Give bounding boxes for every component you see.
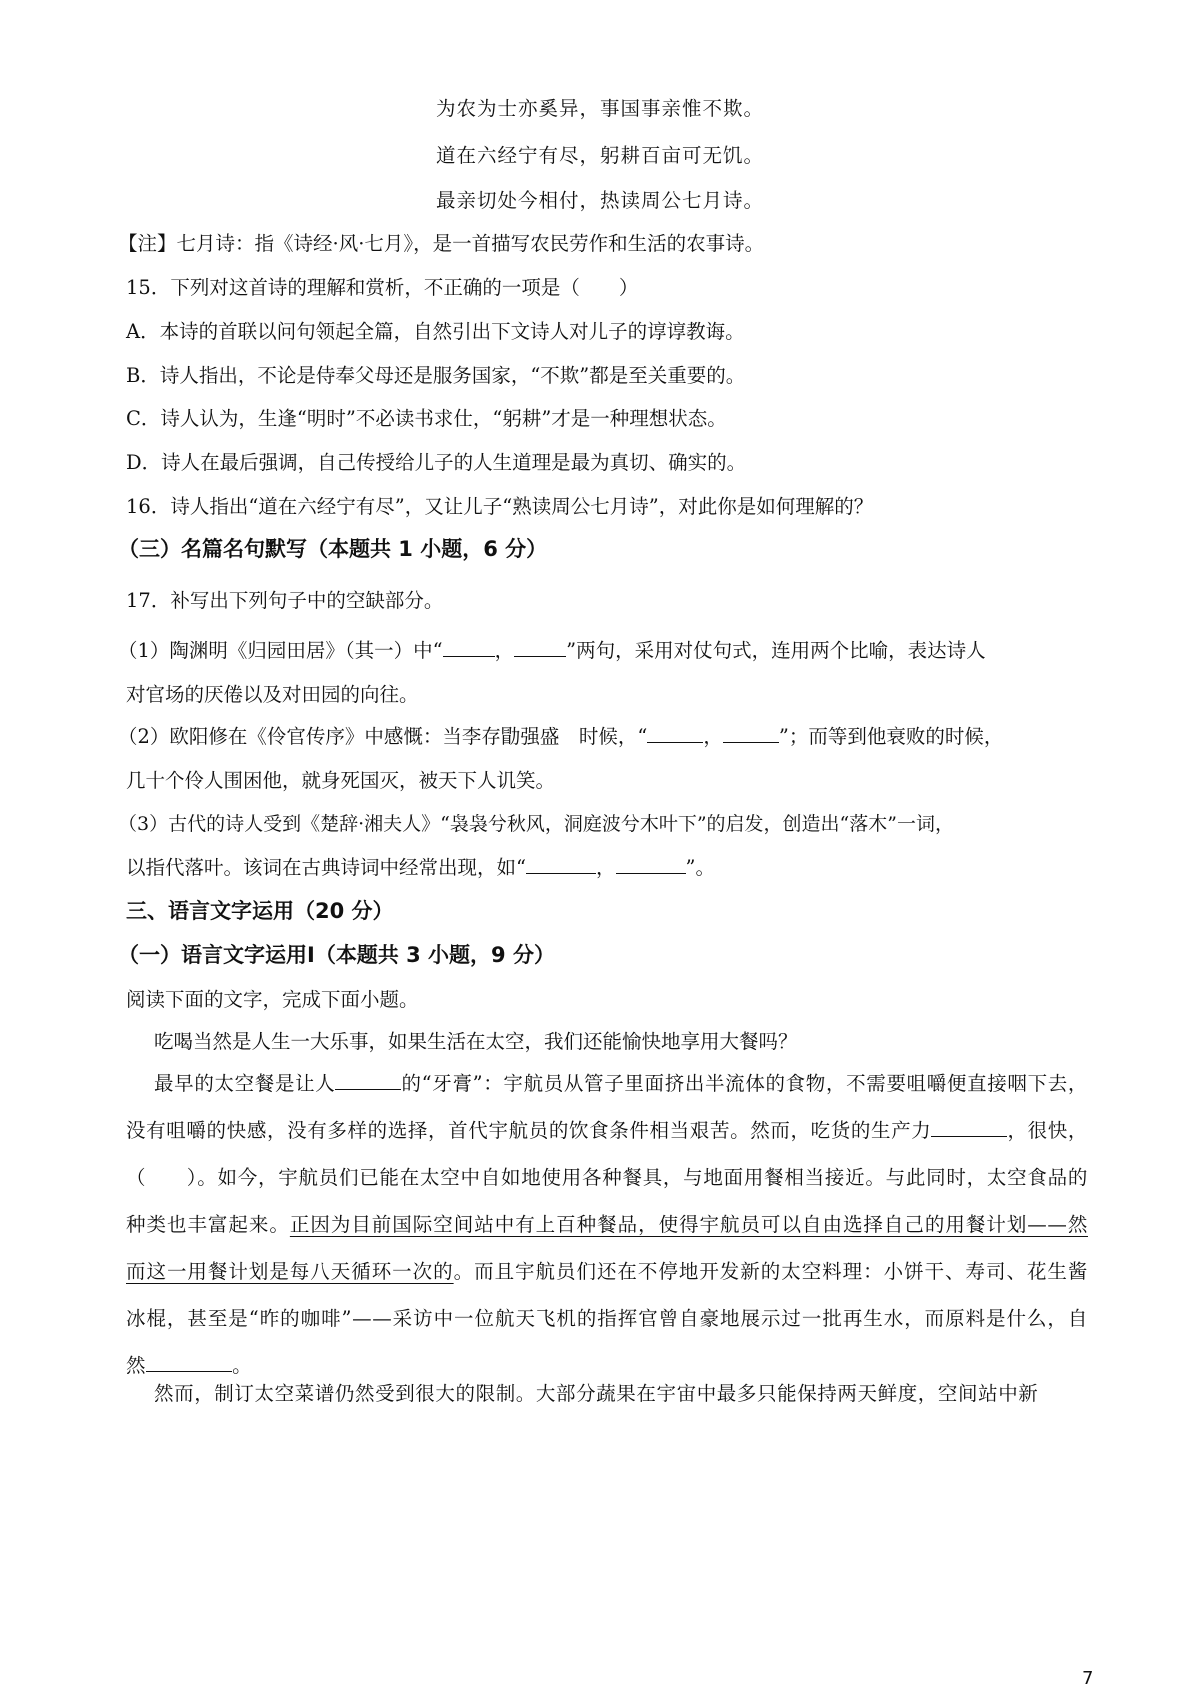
page-number: 7 (1082, 1668, 1094, 1689)
part-2-text-a: （2）欧阳修在《伶官传序》中感慨：当李存勖强盛 时候，“ (118, 725, 648, 748)
answer-blank[interactable] (443, 638, 495, 657)
section-3-heading: 三、语言文字运用（20 分） (126, 899, 394, 923)
question-15-option-c: C．诗人认为，生逢“明时”不必读书求仕，“躬耕”才是一种理想状态。 (126, 407, 727, 430)
answer-blank[interactable] (335, 1071, 401, 1090)
poem-line-3: 最亲切处今相付，热读周公七月诗。 (435, 189, 764, 212)
answer-blank[interactable] (146, 1353, 232, 1372)
part-3-text-c: ， (595, 856, 616, 879)
answer-blank[interactable] (723, 724, 779, 743)
question-17-part-1-cont: 对官场的厌倦以及对田园的向往。 (126, 683, 419, 706)
question-17-stem: 17．补写出下列句子中的空缺部分。 (126, 589, 444, 612)
part-1-text-c: ”两句，采用对仗句式，连用两个比喻，表达诗人 (566, 639, 986, 662)
passage-text: 最早的太空餐是让人 (154, 1072, 336, 1095)
passage-paragraph-1: 吃喝当然是人生一大乐事，如果生活在太空，我们还能愉快地享用大餐吗？ (154, 1030, 798, 1053)
passage-paragraph-2 (126, 1060, 1088, 1389)
poem-note: 【注】七月诗：指《诗经·风·七月》，是一首描写农民劳作和生活的农事诗。 (118, 232, 765, 255)
part-2-text-b: ， (703, 725, 723, 748)
part-3-text-b: 以指代落叶。该词在古典诗词中经常出现，如“ (126, 856, 526, 879)
passage-text: ，很快，（ ）。如今，宇航员们已能在太空中自如地使用各种餐具，与地面用餐相当接近。与此同时，太空食品的种类也丰富起来。 (126, 1119, 1088, 1236)
answer-blank[interactable] (616, 855, 686, 874)
question-15-option-a: A．本诗的首联以问句领起全篇，自然引出下文诗人对儿子的谆谆教诲。 (126, 320, 745, 343)
passage-paragraph-3: 然而，制订太空菜谱仍然受到很大的限制。大部分蔬果在宇宙中最多只能保持两天鲜度，空间站中新 (154, 1382, 1039, 1405)
poem-line-2: 道在六经宁有尽，躬耕百亩可无饥。 (435, 144, 764, 167)
poem-line-1: 为农为士亦奚异，事国事亲惟不欺。 (435, 97, 764, 120)
question-16: 16．诗人指出“道在六经宁有尽”，又让儿子“熟读周公七月诗”，对此你是如何理解的？ (126, 495, 874, 518)
question-15-option-b: B．诗人指出，不论是侍奉父母还是服务国家，“不欺”都是至关重要的。 (126, 364, 746, 387)
part-2-text-c: ”；而等到他衰败的时候， (778, 725, 1004, 748)
question-17-part-1 (118, 635, 1078, 663)
reading-prompt: 阅读下面的文字，完成下面小题。 (126, 988, 419, 1011)
answer-blank[interactable] (647, 724, 703, 743)
question-15-stem: 15．下列对这首诗的理解和赏析，不正确的一项是（ ） (126, 276, 639, 299)
answer-blank[interactable] (526, 855, 596, 874)
answer-blank[interactable] (514, 638, 566, 657)
question-17-part-2-cont: 几十个伶人围困他，就身死国灭，被天下人讥笑。 (126, 769, 556, 792)
passage-text: 。 (232, 1354, 253, 1377)
part-1-text-a: （1）陶渊明《归园田居》（其一）中“ (118, 639, 443, 662)
question-17-part-3-cont (126, 852, 1086, 880)
part-1-text-b: ， (494, 639, 515, 662)
answer-blank[interactable] (931, 1118, 1007, 1137)
question-17-part-3: （3）古代的诗人受到《楚辞·湘夫人》“袅袅兮秋风，洞庭波兮木叶下”的启发，创造出“落木”一词， (118, 813, 954, 835)
passage-text: 的“牙膏”：宇航员从管子里面挤出半流体的食物，不需要咀嚼便直接咽下去，没有咀嚼的快感，没有多样的选择，首代宇航员的饮食条件相当艰苦。然而，吃货的生产力 (126, 1072, 1088, 1142)
section-3-sub-heading: （三）名篇名句默写（本题共 1 小题，6 分） (118, 537, 548, 561)
underlined-sentence: 正因为目前国际空间站中有上百种餐品，使得宇航员可以自由选择自己的用餐计划——然而这一用餐计划是每八天循环一次的 (126, 1213, 1088, 1283)
question-15-option-d: D．诗人在最后强调，自己传授给儿子的人生道理是最为真切、确实的。 (126, 451, 747, 474)
part-3-text-d: ”。 (685, 856, 715, 879)
question-17-part-2 (118, 721, 1078, 749)
section-3-1-heading: （一）语言文字运用Ⅰ（本题共 3 小题，9 分） (118, 943, 555, 967)
passage-text: 。而且宇航员们还在不停地开发新的太空料理：小饼干、寿司、花生酱冰棍，甚至是“昨的咖啡”——采访中一位航天飞机的指挥官曾自豪地展示过一批再生水，而原料是什么，自然 (126, 1260, 1088, 1377)
